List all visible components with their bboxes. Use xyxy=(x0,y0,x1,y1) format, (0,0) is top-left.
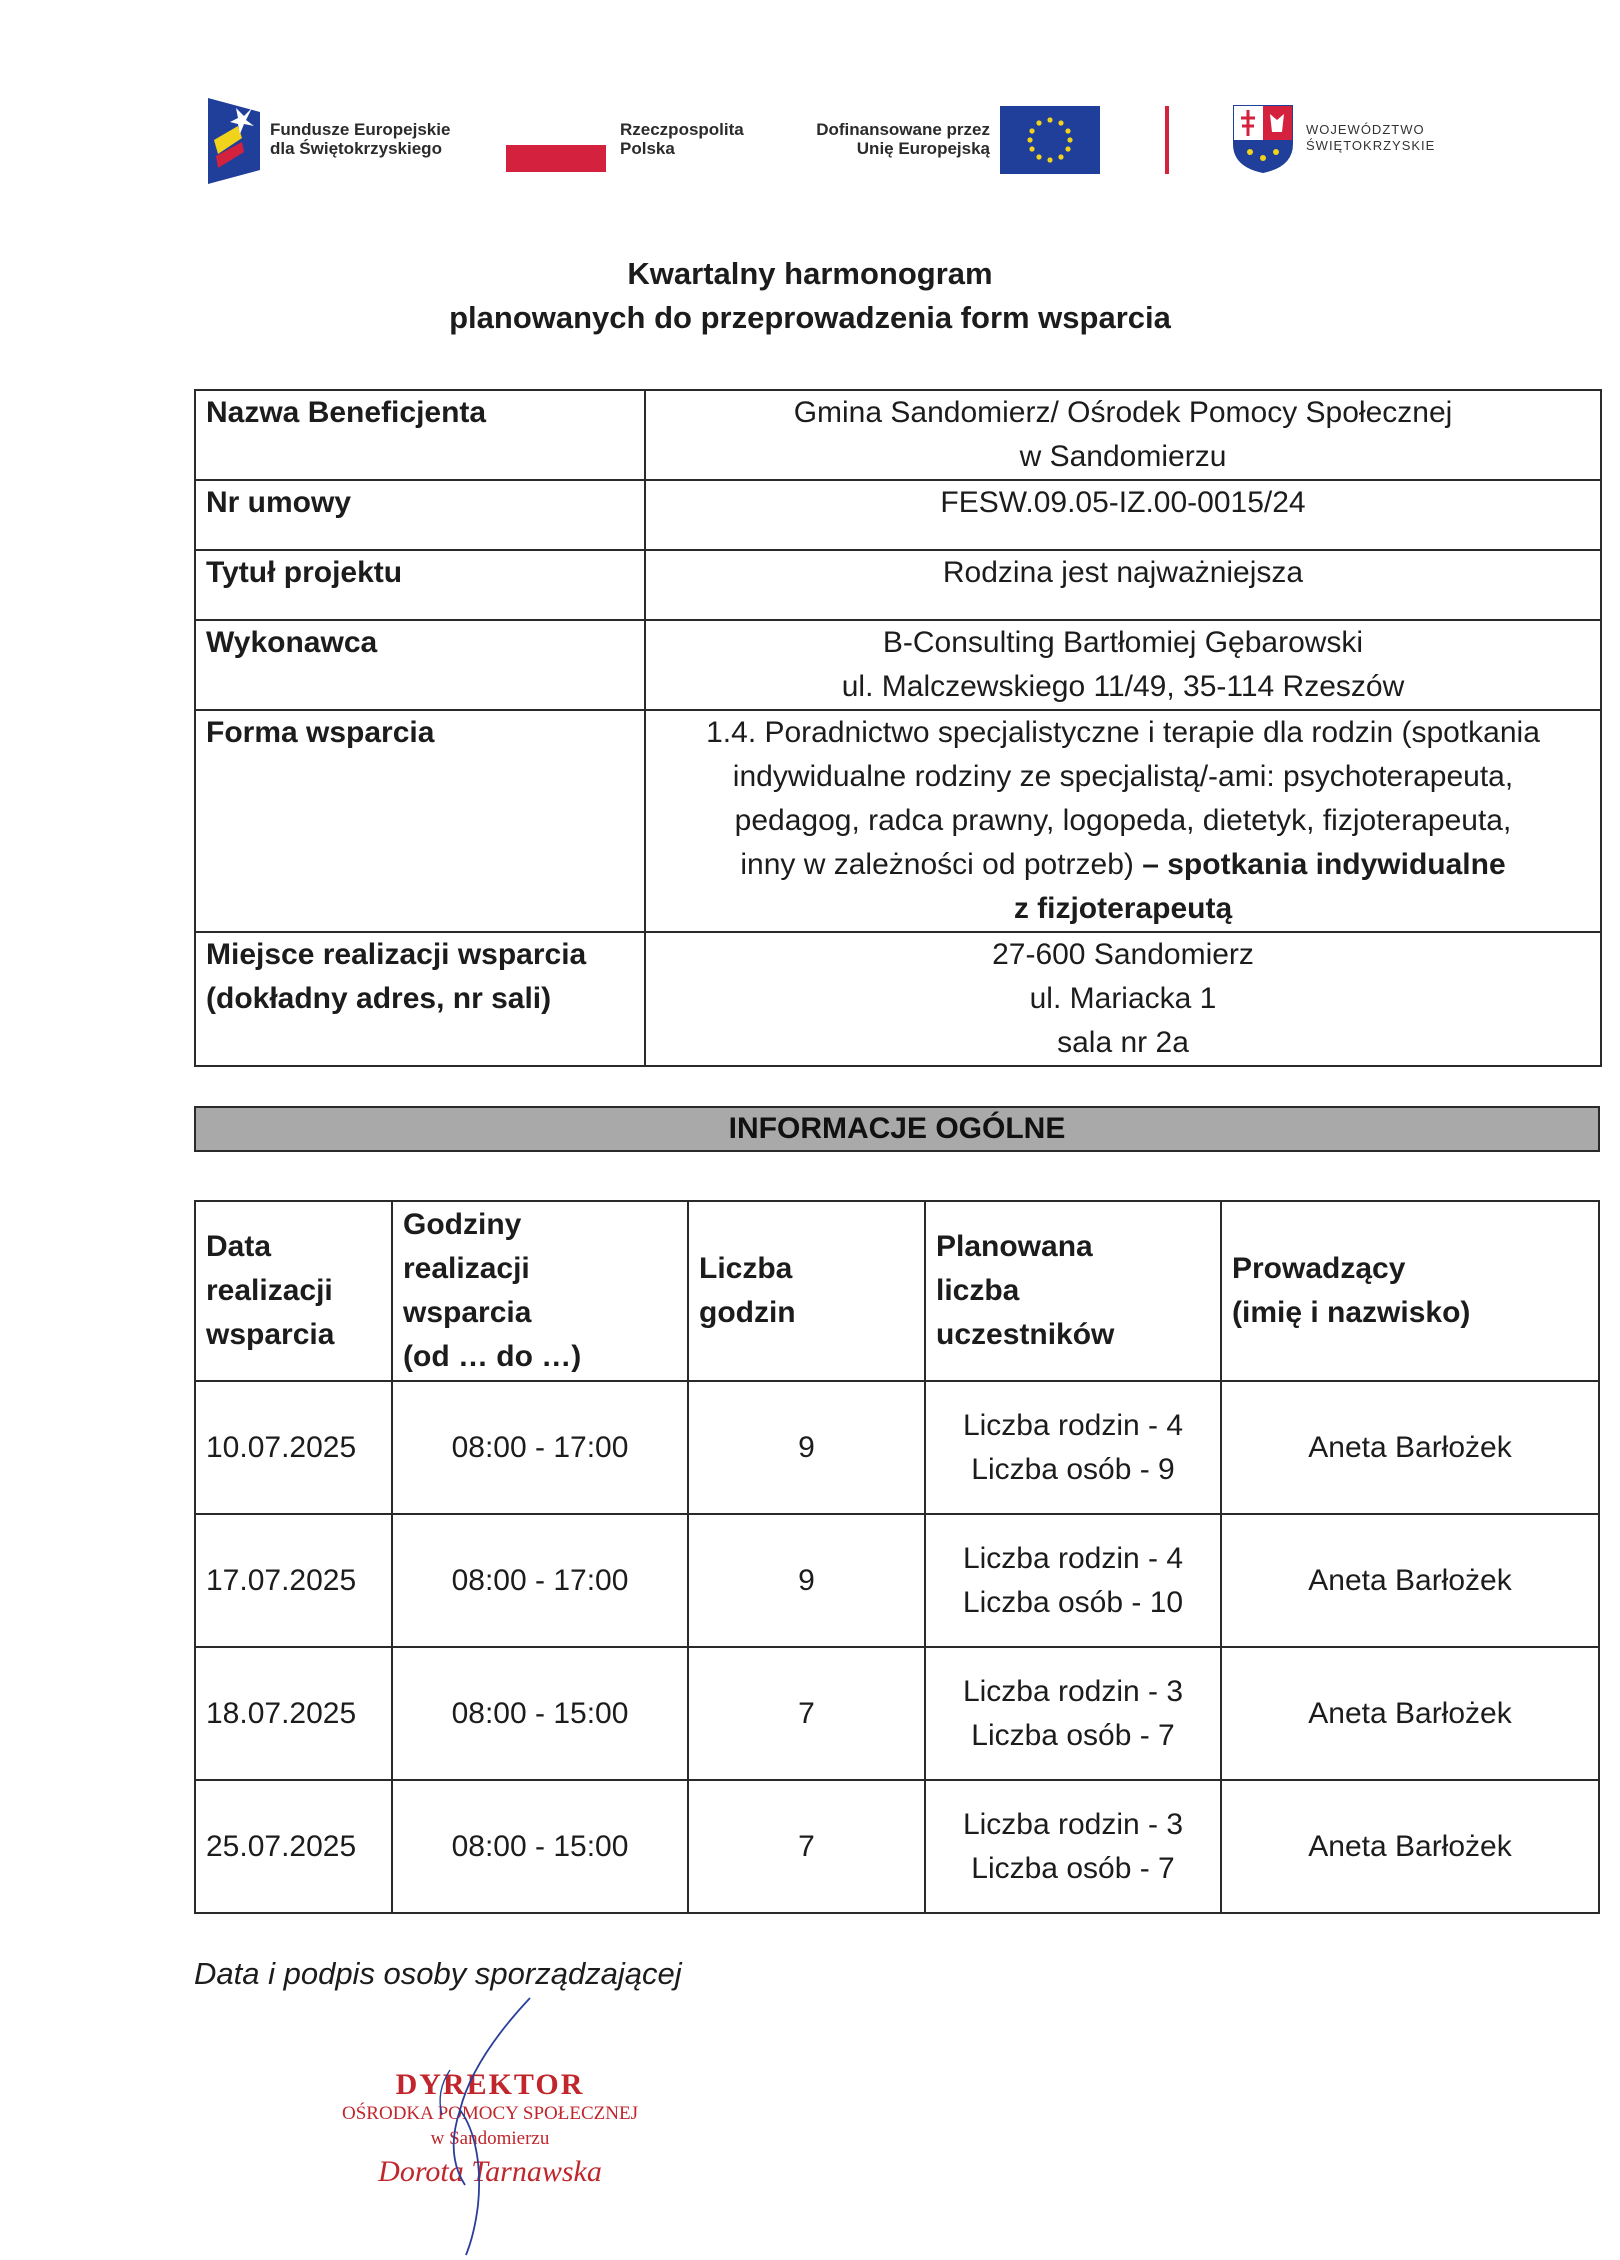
header-leader-line: Prowadzący xyxy=(1232,1252,1406,1285)
row-count: 7 xyxy=(688,1647,925,1780)
miejsce-label-line2: (dokładny adres, nr sali) xyxy=(206,982,552,1015)
wykonawca-label: Wykonawca xyxy=(195,620,645,710)
tytul-value: Rodzina jest najważniejsza xyxy=(645,550,1601,620)
stamp-line1: DYREKTOR xyxy=(395,2068,585,2101)
polish-flag-icon xyxy=(506,118,606,172)
row-persons: Liczba osób - 7 xyxy=(971,1851,1175,1885)
header-leader-line: (imię i nazwisko) xyxy=(1232,1296,1471,1329)
beneficjent-label: Nazwa Beneficjenta xyxy=(195,390,645,480)
header-participants-line: liczba xyxy=(936,1274,1020,1307)
table-row xyxy=(195,1780,1599,1913)
row-date: 17.07.2025 xyxy=(195,1514,392,1647)
header-hours-line: (od … do …) xyxy=(403,1340,582,1373)
eu-logo-line2: Unię Europejską xyxy=(856,139,990,158)
miejsce-value xyxy=(645,932,1601,1066)
stamp-line3: w Sandomierzu xyxy=(430,2128,550,2149)
info-row-beneficjent xyxy=(195,390,1601,480)
document-title-line1: Kwartalny harmonogram xyxy=(627,256,993,291)
row-date: 18.07.2025 xyxy=(195,1647,392,1780)
miejsce-line1: 27-600 Sandomierz xyxy=(992,938,1254,971)
header-count-line: Liczba xyxy=(699,1252,793,1285)
signature-label: Data i podpis osoby sporządzającej xyxy=(194,1956,682,1991)
table-row xyxy=(195,1514,1599,1647)
row-persons: Liczba osób - 9 xyxy=(971,1452,1175,1486)
row-hours: 08:00 - 15:00 xyxy=(392,1647,688,1780)
wykonawca-line2: ul. Malczewskiego 11/49, 35-114 Rzeszów xyxy=(841,670,1405,703)
row-count: 9 xyxy=(688,1514,925,1647)
header-participants xyxy=(925,1201,1221,1381)
stamp-line4: Dorota Tarnawska xyxy=(378,2155,602,2188)
forma-line1: 1.4. Poradnictwo specjalistyczne i terapie dla rodzin (spotkania xyxy=(706,716,1540,749)
row-leader: Aneta Barłożek xyxy=(1221,1514,1599,1647)
header-participants-line: uczestników xyxy=(936,1318,1115,1351)
fe-logo-line1: Fundusze Europejskie xyxy=(270,120,451,139)
woj-logo-line1: WOJEWÓDZTWO xyxy=(1306,122,1425,137)
beneficjent-line1: Gmina Sandomierz/ Ośrodek Pomocy Społecznej xyxy=(793,396,1453,429)
document-title xyxy=(0,252,1620,340)
schedule-header-row xyxy=(195,1201,1599,1381)
header-count-line: godzin xyxy=(699,1296,796,1329)
header-hours-line: realizacji xyxy=(403,1252,530,1285)
project-info-table xyxy=(194,389,1602,1067)
handwritten-signature-icon xyxy=(380,1990,580,2260)
header-hours-line: wsparcia xyxy=(403,1296,532,1329)
eu-flag-icon xyxy=(1000,106,1100,174)
document-title-line2: planowanych do przeprowadzenia form wsparcia xyxy=(449,300,1171,335)
wykonawca-value xyxy=(645,620,1601,710)
woj-logo-line2: ŚWIĘTOKRZYSKIE xyxy=(1306,138,1436,153)
row-hours: 08:00 - 15:00 xyxy=(392,1780,688,1913)
row-participants xyxy=(925,1381,1221,1514)
table-row xyxy=(195,1381,1599,1514)
rp-logo-line1: Rzeczpospolita xyxy=(620,120,744,139)
umowa-label: Nr umowy xyxy=(195,480,645,550)
forma-line3: pedagog, radca prawny, logopeda, dietetyk, fizjoterapeuta, xyxy=(734,804,1512,837)
section-band-informacje: INFORMACJE OGÓLNE xyxy=(194,1106,1600,1152)
forma-line4-normal: inny w zależności od potrzeb) xyxy=(740,848,1134,881)
schedule-table xyxy=(194,1200,1600,1914)
miejsce-line3: sala nr 2a xyxy=(1057,1026,1189,1059)
row-families: Liczba rodzin - 4 xyxy=(962,1541,1184,1575)
miejsce-label-line1: Miejsce realizacji wsparcia xyxy=(206,938,587,971)
header-hours-line: Godziny xyxy=(403,1208,522,1241)
beneficjent-value xyxy=(645,390,1601,480)
info-row-tytul xyxy=(195,550,1601,620)
header-date-line: wsparcia xyxy=(206,1318,335,1351)
row-persons: Liczba osób - 7 xyxy=(971,1718,1175,1752)
row-count: 9 xyxy=(688,1381,925,1514)
header-count xyxy=(688,1201,925,1381)
forma-line2: indywidualne rodziny ze specjalistą/-ami: psychoterapeuta, xyxy=(732,760,1514,793)
row-persons: Liczba osób - 10 xyxy=(962,1585,1184,1619)
info-row-miejsce xyxy=(195,932,1601,1066)
row-hours: 08:00 - 17:00 xyxy=(392,1514,688,1647)
header-date-line: Data xyxy=(206,1230,272,1263)
row-participants xyxy=(925,1647,1221,1780)
stamp-line2: OŚRODKA POMOCY SPOŁECZNEJ xyxy=(342,2103,638,2124)
forma-value xyxy=(645,710,1601,932)
forma-line5: z fizjoterapeutą xyxy=(1013,892,1233,925)
row-leader: Aneta Barłożek xyxy=(1221,1381,1599,1514)
row-families: Liczba rodzin - 3 xyxy=(962,1674,1184,1708)
info-row-wykonawca xyxy=(195,620,1601,710)
row-date: 25.07.2025 xyxy=(195,1780,392,1913)
voivodeship-coat-of-arms-icon xyxy=(1232,104,1294,174)
fundusze-europejskie-logo-icon xyxy=(208,98,260,184)
row-leader: Aneta Barłożek xyxy=(1221,1780,1599,1913)
header-date xyxy=(195,1201,392,1381)
miejsce-line2: ul. Mariacka 1 xyxy=(1029,982,1217,1015)
row-participants xyxy=(925,1780,1221,1913)
header-participants-line: Planowana xyxy=(936,1230,1093,1263)
eu-logo-line1: Dofinansowane przez xyxy=(816,120,990,139)
beneficjent-line2: w Sandomierzu xyxy=(1019,440,1227,473)
logo-bar xyxy=(0,90,1620,190)
wykonawca-line1: B-Consulting Bartłomiej Gębarowski xyxy=(882,626,1364,659)
rp-logo-line2: Polska xyxy=(620,139,675,158)
header-leader xyxy=(1221,1201,1599,1381)
forma-line4-bold: – spotkania indywidualne xyxy=(1133,848,1506,881)
umowa-value: FESW.09.05-IZ.00-0015/24 xyxy=(645,480,1601,550)
row-families: Liczba rodzin - 3 xyxy=(962,1807,1184,1841)
logo-separator xyxy=(1165,106,1169,174)
row-leader: Aneta Barłożek xyxy=(1221,1647,1599,1780)
info-row-umowa xyxy=(195,480,1601,550)
row-participants xyxy=(925,1514,1221,1647)
tytul-label: Tytuł projektu xyxy=(195,550,645,620)
header-hours xyxy=(392,1201,688,1381)
row-date: 10.07.2025 xyxy=(195,1381,392,1514)
forma-line4 xyxy=(656,843,1590,887)
forma-label: Forma wsparcia xyxy=(195,710,645,932)
row-families: Liczba rodzin - 4 xyxy=(962,1408,1184,1442)
row-hours: 08:00 - 17:00 xyxy=(392,1381,688,1514)
info-row-forma xyxy=(195,710,1601,932)
fe-logo-line2: dla Świętokrzyskiego xyxy=(270,139,442,158)
row-count: 7 xyxy=(688,1780,925,1913)
table-row xyxy=(195,1647,1599,1780)
header-date-line: realizacji xyxy=(206,1274,333,1307)
miejsce-label xyxy=(195,932,645,1066)
